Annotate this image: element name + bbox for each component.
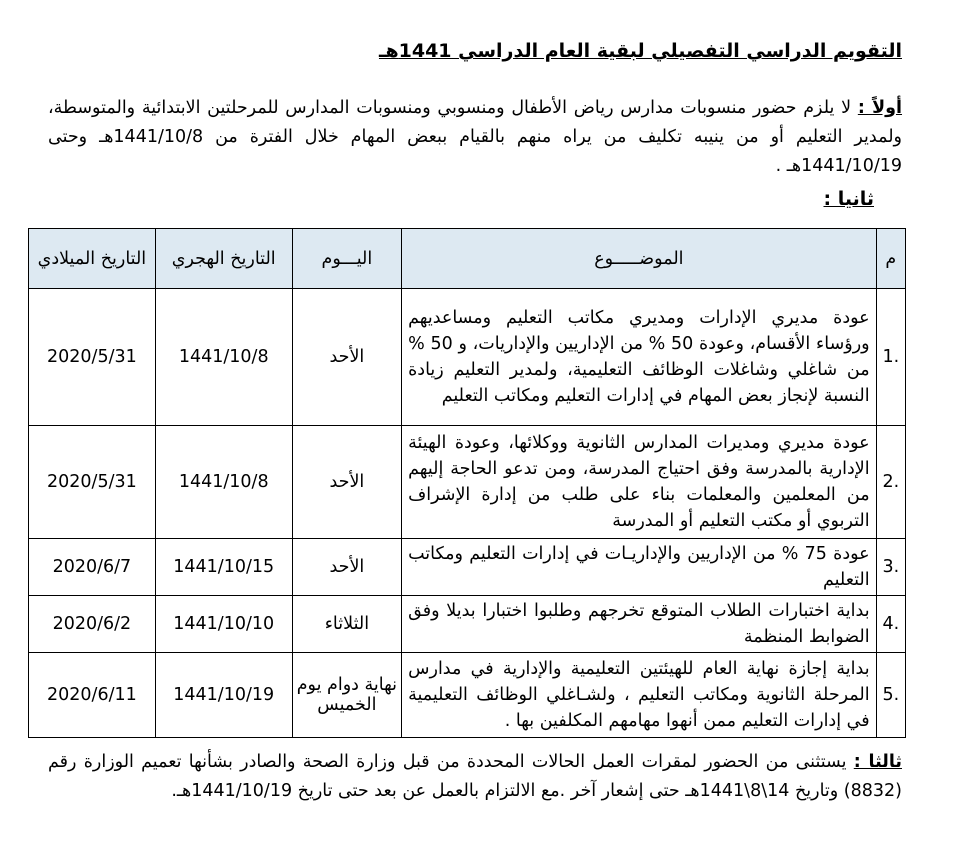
- third-text: يستثنى من الحضور لمقرات العمل الحالات المحددة من قبل وزارة الصحة والصادر بشأنها تعميم الوزارة رقم (8832) وتاريخ 14\8\1441هـ حتى إشعار آخر .مع الالتزام بالعمل عن بعد حتى تاريخ 1441/10/19هـ.: [48, 752, 902, 801]
- row-greg-value: 2020/5/31: [47, 472, 137, 492]
- row-day: نهاية دوام يوم الخميس: [292, 653, 401, 738]
- row-greg: [29, 289, 156, 426]
- table-row: [29, 596, 906, 653]
- row-topic: بداية اختبارات الطلاب المتوقع تخرجهم وطلبوا اختبارا بديلا وفق الضوابط المنظمة: [402, 596, 876, 653]
- row-num: .4: [876, 596, 905, 653]
- row-day: الأحد: [292, 539, 401, 596]
- schedule-table: [28, 228, 906, 738]
- row-topic: عودة 75 % من الإداريين والإداريـات في إدارات التعليم ومكاتب التعليم: [402, 539, 876, 596]
- row-greg-value: 2020/6/11: [47, 685, 137, 705]
- row-num: .1: [876, 289, 905, 426]
- row-hijri: [155, 426, 292, 539]
- first-text: لا يلزم حضور منسوبات مدارس رياض الأطفال ومنسوبي ومنسوبات المدارس للمرحلتين الابتدائية والمتوسطة، ولمدير التعليم أو من ينيبه تكليف من يراه منهم بالقيام ببعض المهام خلال الفترة من 1441/10/8هـ وحتى 1441/10/19هـ .: [48, 98, 902, 176]
- header-hijri: التاريخ الهجري: [155, 229, 292, 289]
- table-row: [29, 539, 906, 596]
- row-topic: عودة مديري الإدارات ومديري مكاتب التعليم ومساعديهم ورؤساء الأقسام، وعودة 50 % من الإداريين والإداريات، و 50 % من شاغلي وشاغلات الوظائف التعليمية، ولمدير التعليم زيادة النسبة لإنجاز بعض المهام في إدارات التعليم ومكاتب التعليم: [402, 289, 876, 426]
- row-num: .2: [876, 426, 905, 539]
- row-day: الأحد: [292, 426, 401, 539]
- row-topic: بداية إجازة نهاية العام للهيئتين التعليمية والإدارية في مدارس المرحلة الثانوية ومكاتب التعليم ، ولشـاغلي الوظائف التعليمية في إدارات التعليم ممن أنهوا مهامهم المكلفين بها .: [402, 653, 876, 738]
- page-title: التقويم الدراسي التفصيلي لبقية العام الدراسي 1441هـ: [378, 40, 902, 62]
- row-hijri-value: 1441/10/10: [173, 614, 275, 634]
- row-greg: [29, 596, 156, 653]
- row-hijri: [155, 289, 292, 426]
- row-num: .3: [876, 539, 905, 596]
- table-header-row: [29, 229, 906, 289]
- paragraph-first: [48, 94, 902, 181]
- row-hijri: [155, 653, 292, 738]
- second-label: ثانيا :: [823, 188, 874, 210]
- row-greg-value: 2020/6/2: [52, 614, 132, 634]
- third-label: ثالثا :: [853, 752, 902, 772]
- row-topic: عودة مديري ومديرات المدارس الثانوية ووكلائها، وعودة الهيئة الإدارية بالمدرسة وفق احتياج المدرسة، ومن تدعو الحاجة إليهم من المعلمين والمعلمات بناء على طلب من إدارة الإشراف التربوي أو مكتب التعليم أو المدرسة: [402, 426, 876, 539]
- header-num: م: [876, 229, 905, 289]
- row-greg: [29, 539, 156, 596]
- first-label: أولاً :: [857, 98, 903, 118]
- table-row: [29, 426, 906, 539]
- row-num: .5: [876, 653, 905, 738]
- row-hijri-value: 1441/10/19: [173, 685, 275, 705]
- row-hijri-value: 1441/10/8: [178, 347, 269, 367]
- row-greg-value: 2020/6/7: [52, 557, 132, 577]
- table-row: [29, 289, 906, 426]
- row-day: الثلاثاء: [292, 596, 401, 653]
- table-row: [29, 653, 906, 738]
- row-greg: [29, 653, 156, 738]
- row-greg-value: 2020/5/31: [47, 347, 137, 367]
- row-hijri-value: 1441/10/8: [178, 472, 269, 492]
- row-hijri-value: 1441/10/15: [173, 557, 275, 577]
- row-day: الأحد: [292, 289, 401, 426]
- paragraph-third: [48, 748, 902, 806]
- row-hijri: [155, 539, 292, 596]
- header-day: اليـــوم: [292, 229, 401, 289]
- header-topic: الموضـــــوع: [402, 229, 876, 289]
- row-hijri: [155, 596, 292, 653]
- header-greg: التاريخ الميلادي: [29, 229, 156, 289]
- row-greg: [29, 426, 156, 539]
